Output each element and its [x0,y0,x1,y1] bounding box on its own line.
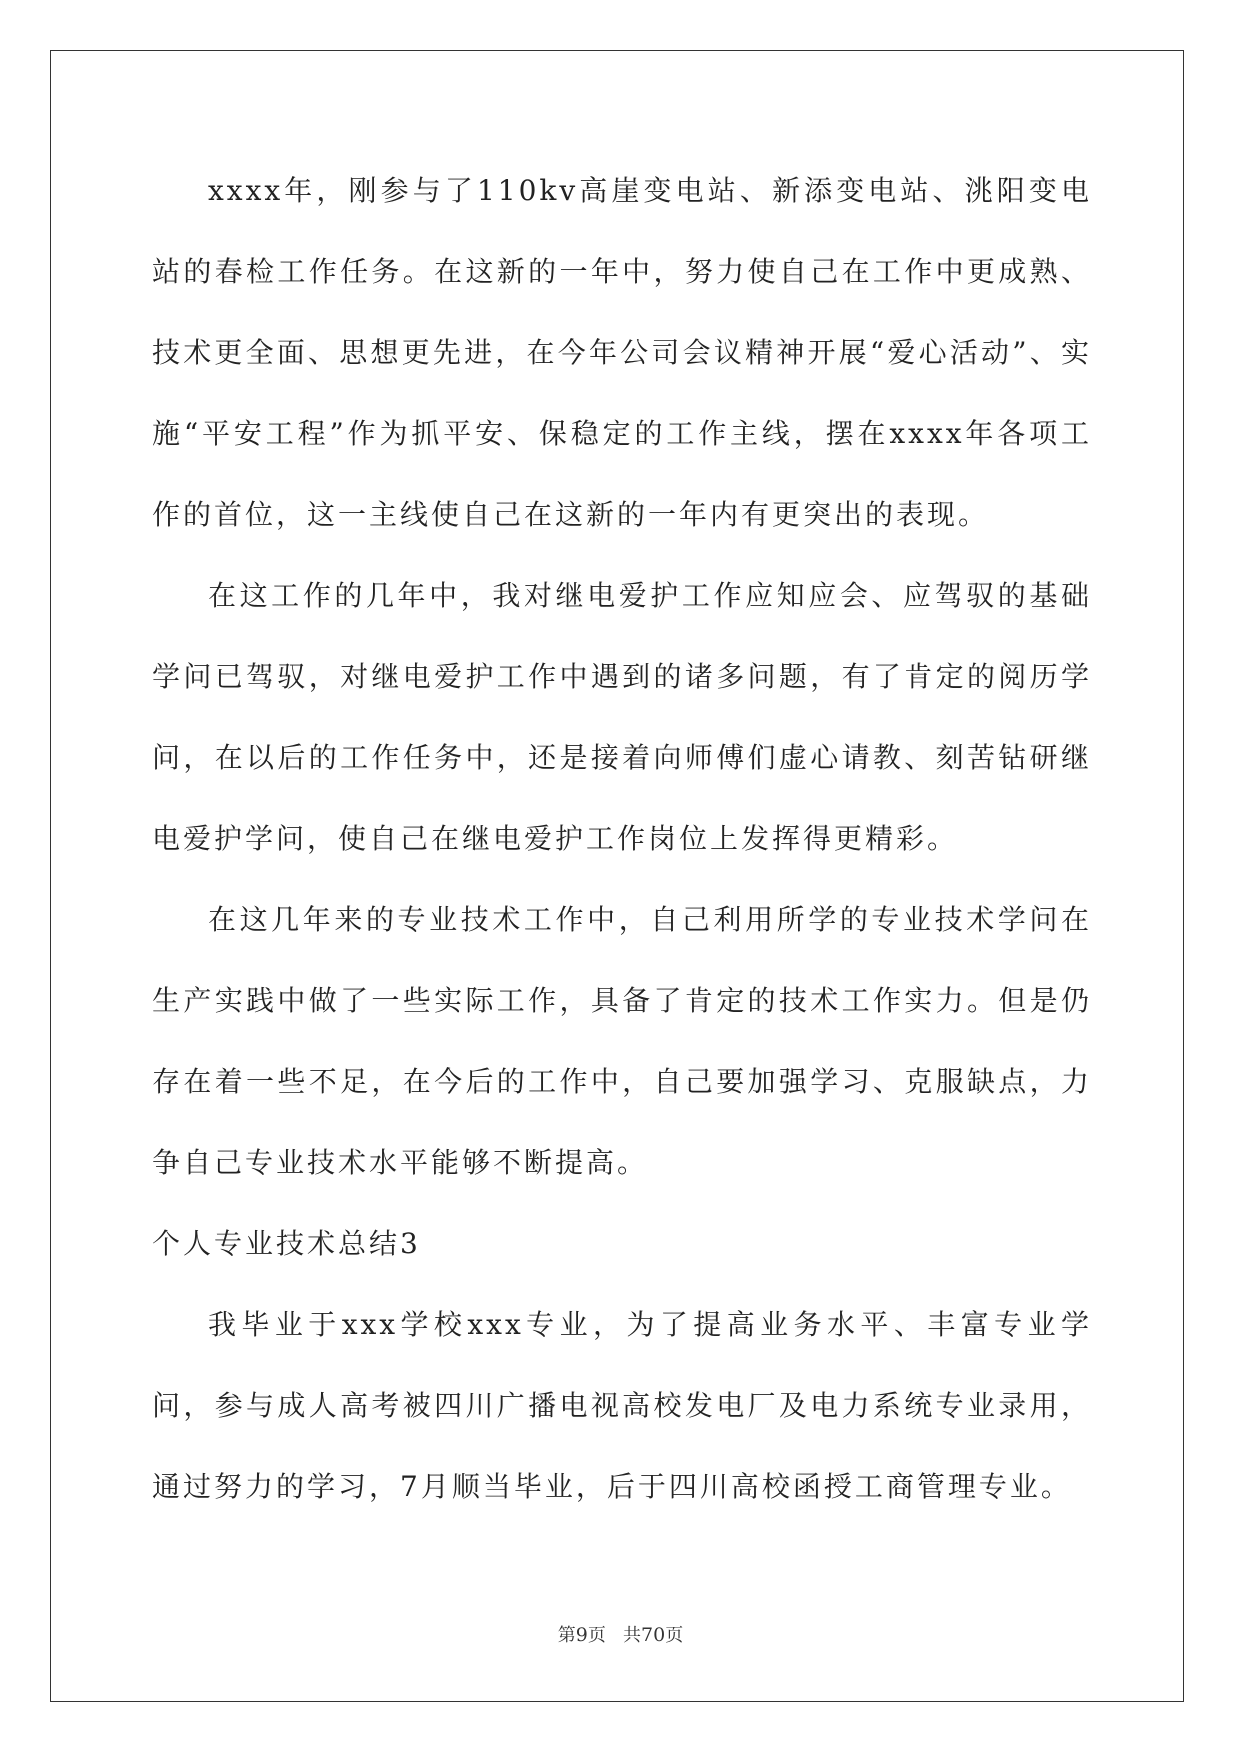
paragraph-2: 在这工作的几年中，我对继电爱护工作应知应会、应驾驭的基础学问已驾驭，对继电爱护工作中遇到的诸多问题，有了肯定的阅历学问，在以后的工作任务中，还是接着向师傅们虚心请教、刻苦钻研继电爱护学问，使自己在继电爱护工作岗位上发挥得更精彩。 [152,579,1092,855]
page-prefix: 第 [557,1625,576,1646]
paragraph-1: xxxx年，刚参与了110kv高崖变电站、新添变电站、洮阳变电站的春检工作任务。在这新的一年中，努力使自己在工作中更成熟、技术更全面、思想更先进，在今年公司会议精神开展“爱心活动”、实施“平安工程”作为抓平安、保稳定的工作主线，摆在xxxx年各项工作的首位，这一主线使自己在这新的一年内有更突出的表现。 [152,174,1092,531]
document-body [152,150,1092,1527]
page-number: 9 [575,1624,588,1646]
paragraph-3: 在这几年来的专业技术工作中，自己利用所学的专业技术学问在生产实践中做了一些实际工作，具备了肯定的技术工作实力。但是仍存在着一些不足，在今后的工作中，自己要加强学习、克服缺点，力争自己专业技术水平能够不断提高。 [152,903,1092,1179]
total-suffix: 页 [665,1625,684,1646]
total-pages: 70 [641,1624,666,1646]
page-suffix: 页 [587,1625,606,1646]
page-footer [0,1621,1241,1647]
paragraph-4: 我毕业于xxx学校xxx专业，为了提高业务水平、丰富专业学问，参与成人高考被四川广播电视高校发电厂及电力系统专业录用，通过努力的学习，7月顺当毕业，后于四川高校函授工商管理专业。 [152,1308,1092,1503]
section-heading: 个人专业技术总结3 [152,1227,421,1260]
total-prefix: 共 [623,1625,642,1646]
